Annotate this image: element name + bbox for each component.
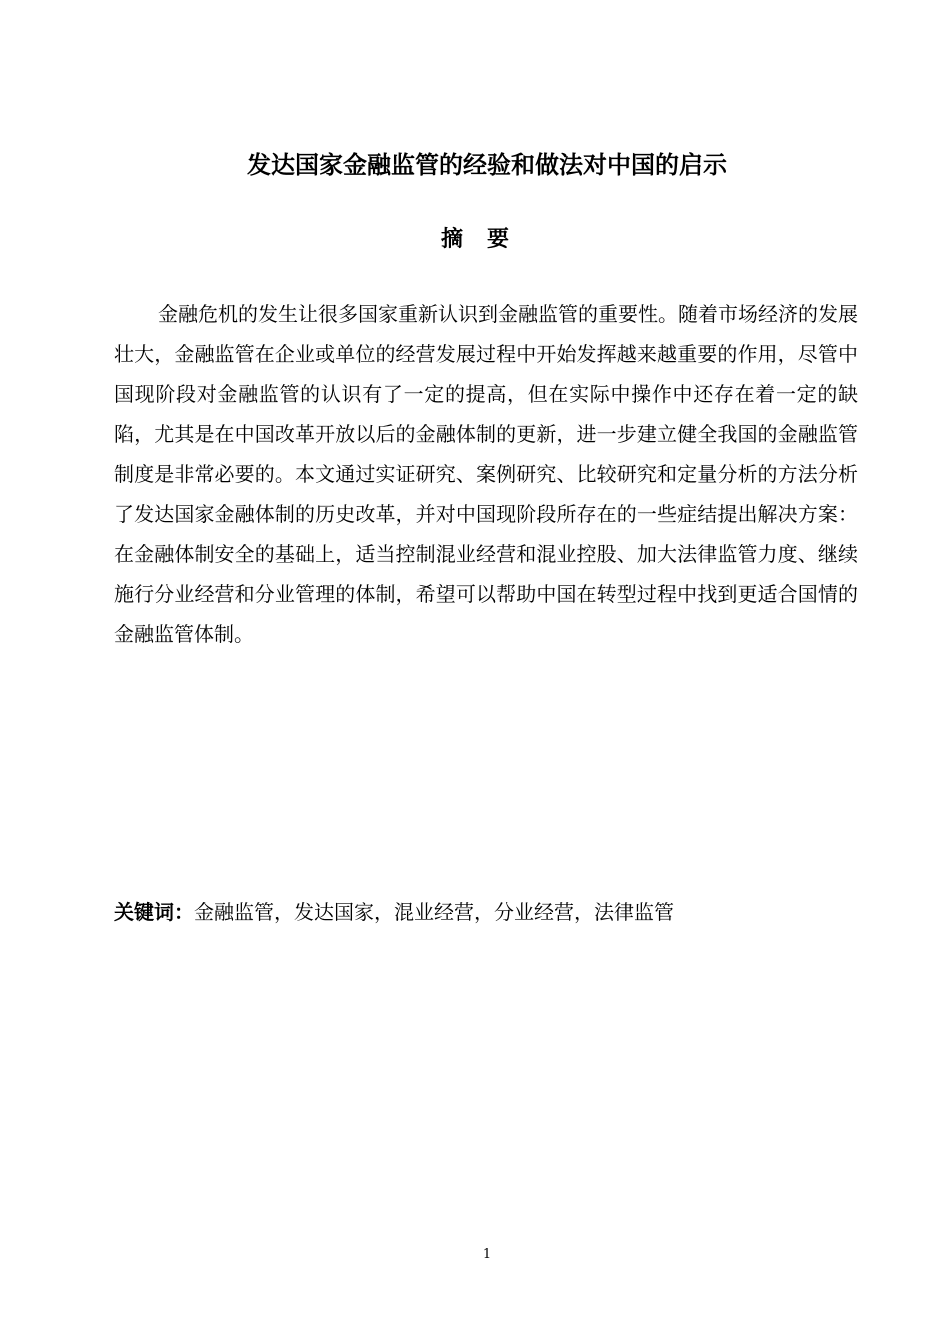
abstract-heading: 摘要 [440,227,533,252]
page-number: 1 [482,1247,492,1262]
keywords-line [114,896,858,928]
document-title: 发达国家金融监管的经验和做法对中国的启示 [247,151,727,179]
abstract-body: 金融危机的发生让很多国家重新认识到金融监管的重要性。随着市场经济的发展壮大，金融监管在企业或单位的经营发展过程中开始发挥越来越重要的作用，尽管中国现阶段对金融监管的认识有了一定的提高，但在实际中操作中还存在着一定的缺陷，尤其是在中国改革开放以后的金融体制的更新，进一步建立健全我国的金融监管制度是非常必要的。本文通过实证研究、案例研究、比较研究和定量分析的方法分析了发达国家金融体制的历史改革，并对中国现阶段所存在的一些症结提出解决方案：在金融体制安全的基础上，适当控制混业经营和混业控股、加大法律监管力度、继续施行分业经营和分业管理的体制，希望可以帮助中国在转型过程中找到更适合国情的金融监管体制。 [114,302,858,646]
keywords-value: 金融监管，发达国家，混业经营，分业经营，法律监管 [194,900,674,924]
keywords-label: 关键词： [114,900,194,924]
